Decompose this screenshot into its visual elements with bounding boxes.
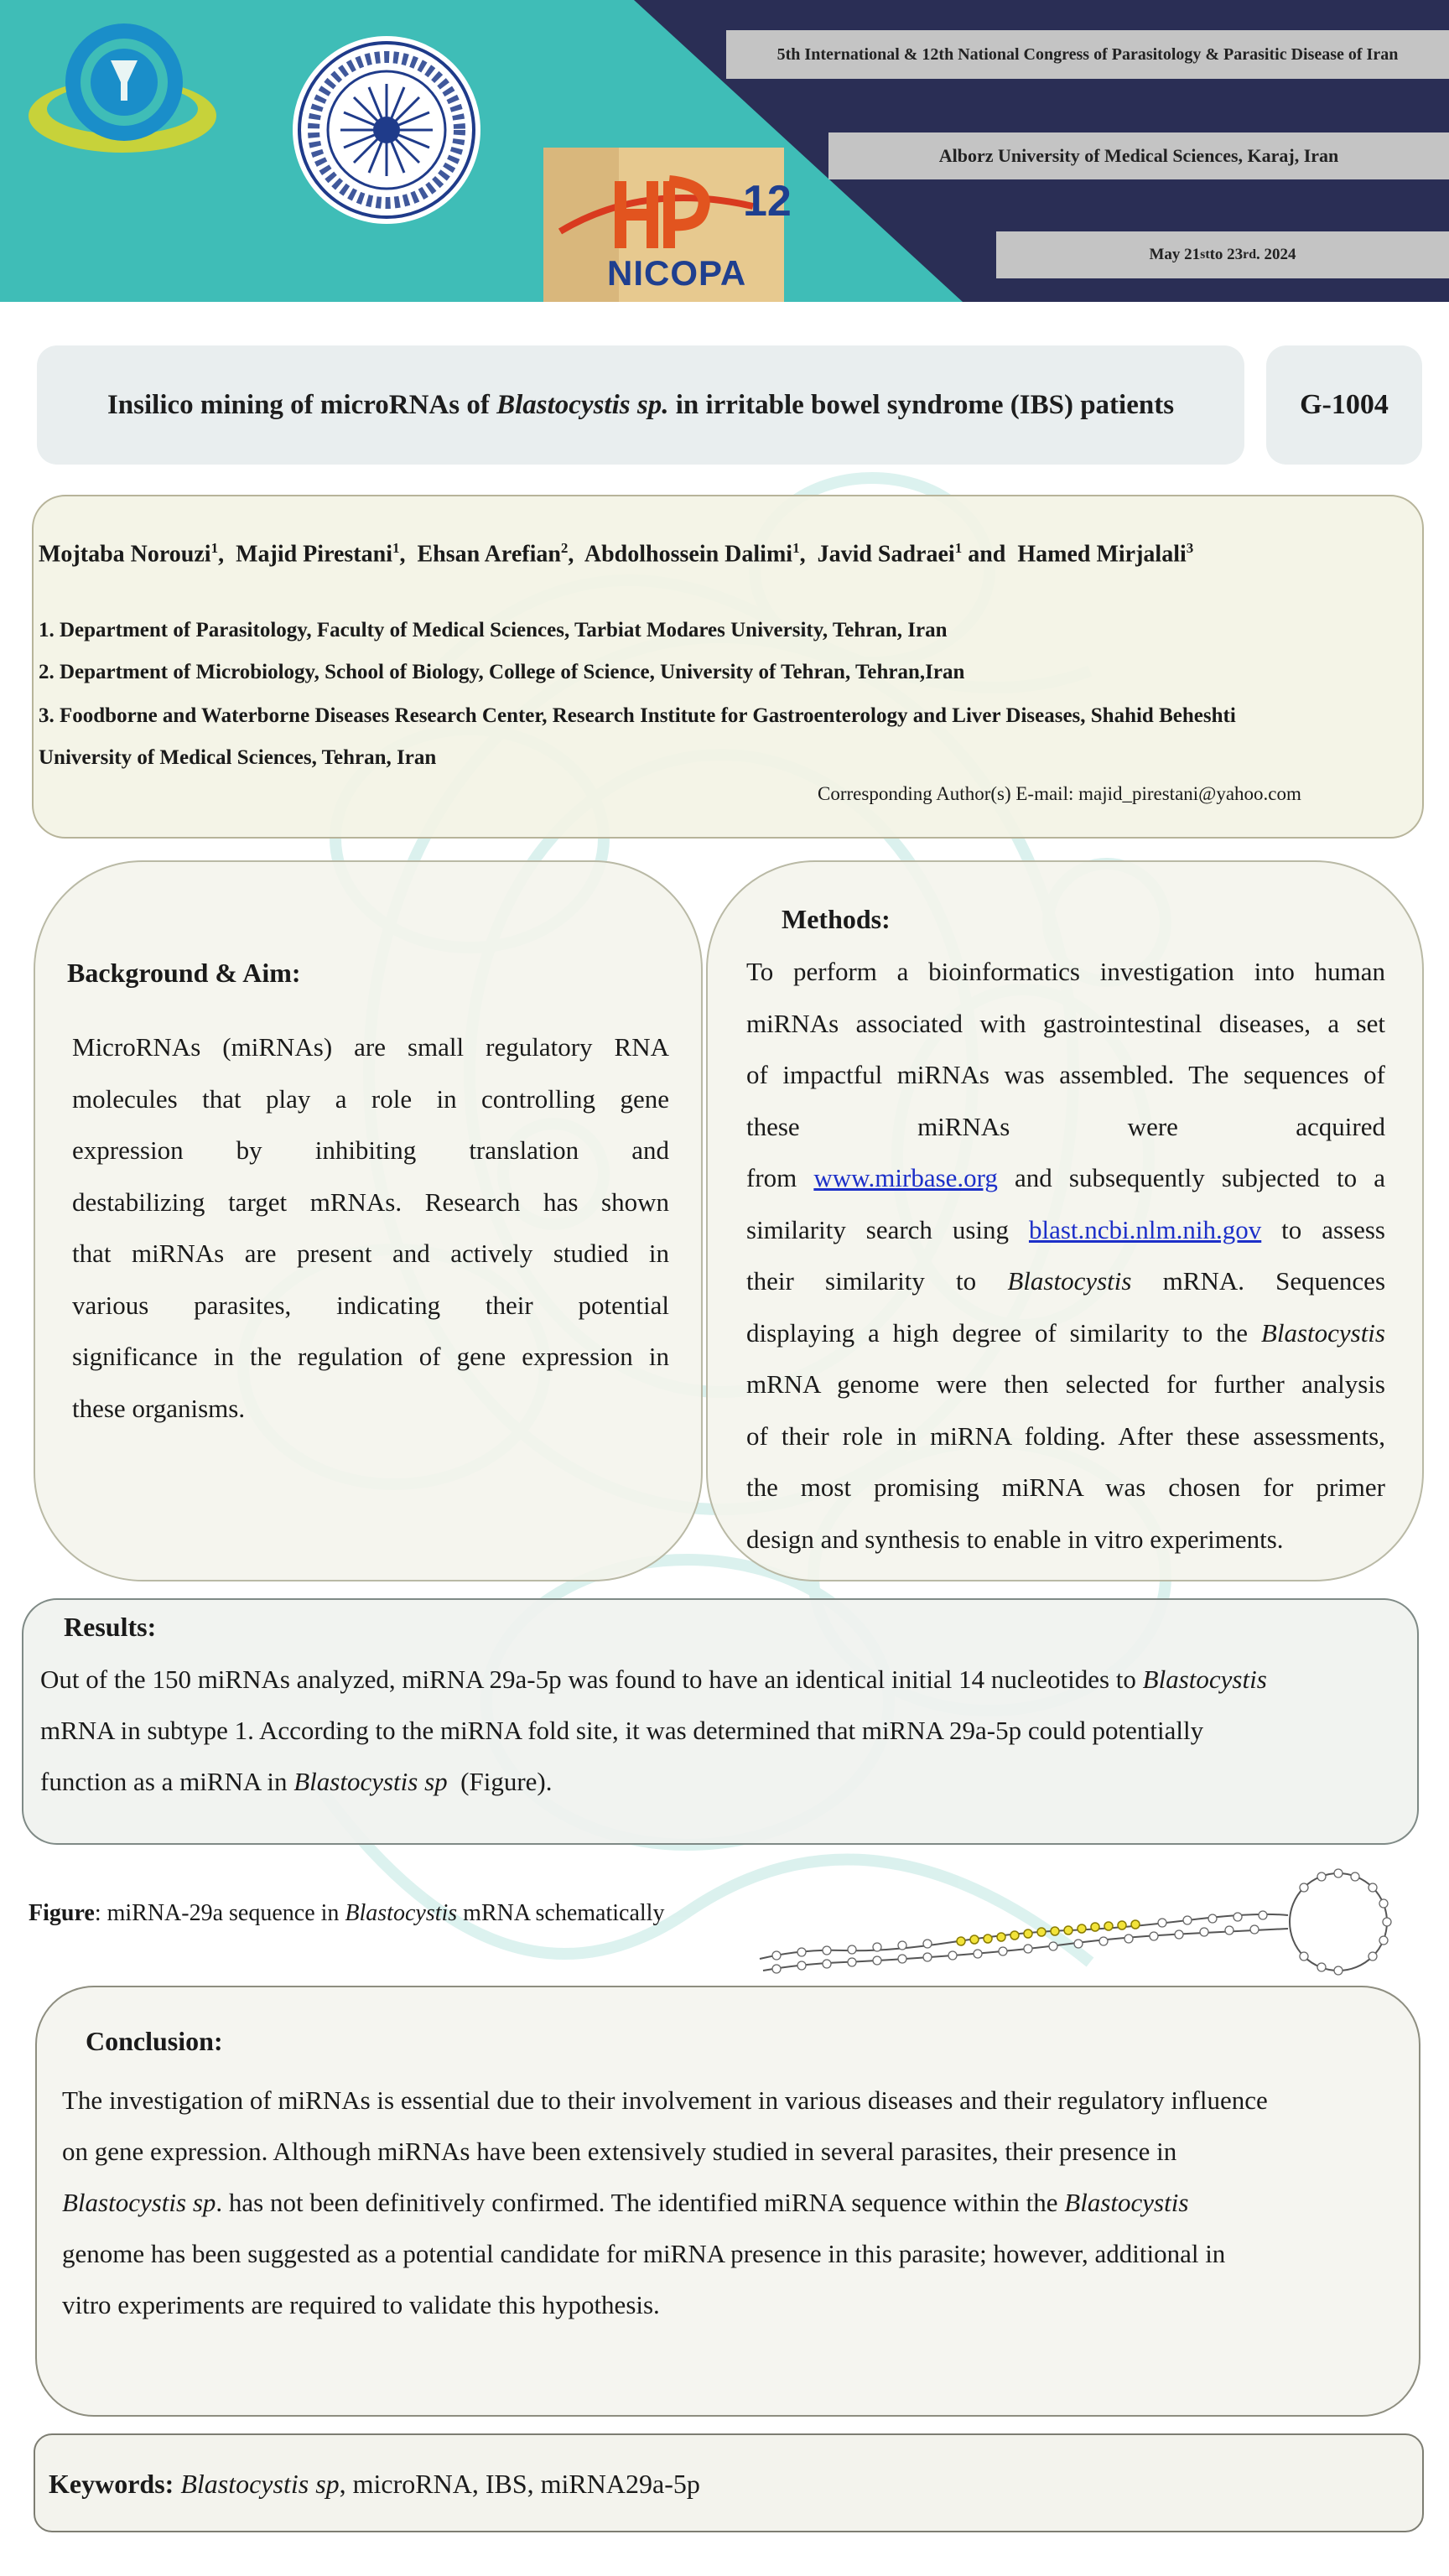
- keywords-line: Keywords: Blastocystis sp, microRNA, IBS, miRNA29a-5p: [49, 2469, 700, 2499]
- keywords-panel: [34, 2433, 1424, 2532]
- methods-heading: Methods:: [782, 904, 891, 934]
- iranian-society-parasitology-seal-icon: [290, 34, 483, 226]
- affiliation-1: 1. Department of Parasitology, Faculty of Medical Sciences, Tarbiat Modares University, Tehran, Iran: [39, 619, 948, 641]
- conclusion-text: The investigation of miRNAs is essential due to their involvement in various diseases and their regulatory influence on gene expression. Although miRNAs have been extensively studied in several parasites, their presence in Blastocystis sp. has not been definitively confirmed. The identified miRNA sequence within the Blastocystis genome has been suggested as a potential candidate for miRNA presence in this parasite; however, additional in vitro experiments are required to validate this hypothesis.: [62, 2085, 1268, 2319]
- nicopa-logo: [543, 148, 792, 302]
- author-list: Mojtaba Norouzi$^1$, Majid Pirestani$^1$, Ehsan Arefian$^2$, Abdolhossein Dalimi$^1$, Javid Sadraei$^1$ and Hamed Mirjalali$^3$: [39, 540, 1194, 568]
- methods-text: To perform a bioinformatics investigation into human miRNAs associated with gastrointestinal diseases, a set of impactful miRNAs was assembled. The sequences of these miRNAs were acquired from www.mirbase.org and subsequently subjected to a similarity search using blast.ncbi.nlm.nih.gov to assess their similarity to Blastocystis mRNA. Sequences displaying a high degree of similarity to the Blastocystis mRNA genome were then selected for further analysis of their role in miRNA folding. After these assessments, the most promising miRNA was chosen for primer design and synthesis to enable in vitro experiments.: [746, 957, 1386, 1554]
- methods-panel: [706, 860, 1424, 1581]
- poster-header: [0, 0, 1449, 302]
- nicopa-name: NICOPA: [607, 253, 747, 293]
- blast-link[interactable]: blast.ncbi.nlm.nih.gov: [1028, 1214, 1262, 1244]
- congress-date: May 21 st to 23 rd . 2024: [996, 231, 1449, 278]
- corresponding-email: Corresponding Author(s) E-mail: majid_pirestani@yahoo.com: [818, 783, 1301, 804]
- figure-caption: Figure: miRNA-29a sequence in Blastocystis mRNA schematically: [29, 1900, 665, 1926]
- congress-logo-icon: [23, 17, 221, 176]
- host-university: Alborz University of Medical Sciences, Karaj, Iran: [828, 132, 1449, 179]
- mirbase-link[interactable]: www.mirbase.org: [813, 1163, 998, 1192]
- conclusion-heading: Conclusion:: [86, 2026, 223, 2056]
- affiliation-3-continued: University of Medical Sciences, Tehran, Iran: [39, 746, 437, 769]
- results-text: Out of the 150 miRNAs analyzed, miRNA 29a-5p was found to have an identical initial 14 nucleotides to Blastocystis mRNA in subtype 1. According to the miRNA fold site, it was determined that miRNA 29a-5p could potentially function as a miRNA in Blastocystis sp (Figure).: [40, 1665, 1267, 1796]
- affiliation-2: 2. Department of Microbiology, School of Biology, College of Science, University of Tehran, Tehran,Iran: [39, 661, 965, 683]
- congress-title: 5th International & 12th National Congress of Parasitology & Parasitic Disease of Iran: [726, 30, 1449, 79]
- results-heading: Results:: [64, 1612, 157, 1642]
- mirna-hairpin-structure-icon: [751, 1860, 1389, 1982]
- poster-title: Insilico mining of microRNAs of Blastocystis sp. in irritable bowel syndrome (IBS) patients: [37, 345, 1244, 465]
- nicopa-number: 12: [743, 177, 792, 226]
- background-aim-panel: [34, 860, 703, 1581]
- results-panel: [22, 1598, 1419, 1845]
- authors-section: [32, 495, 1424, 839]
- poster-code: G-1004: [1266, 345, 1422, 465]
- conclusion-panel: [35, 1986, 1420, 2417]
- background-heading: Background & Aim:: [67, 958, 301, 988]
- affiliation-3: 3. Foodborne and Waterborne Diseases Research Center, Research Institute for Gastroenterology and Liver Diseases, Shahid Beheshti: [39, 704, 1236, 727]
- background-text: MicroRNAs (miRNAs) are small regulatory RNA molecules that play a role in controlling gene expression by inhibiting translation and destabilizing target mRNAs. Research has shown that miRNAs are present and actively studied in various parasites, indicating their potential significance in the regulation of gene expression in these organisms.: [72, 1032, 669, 1423]
